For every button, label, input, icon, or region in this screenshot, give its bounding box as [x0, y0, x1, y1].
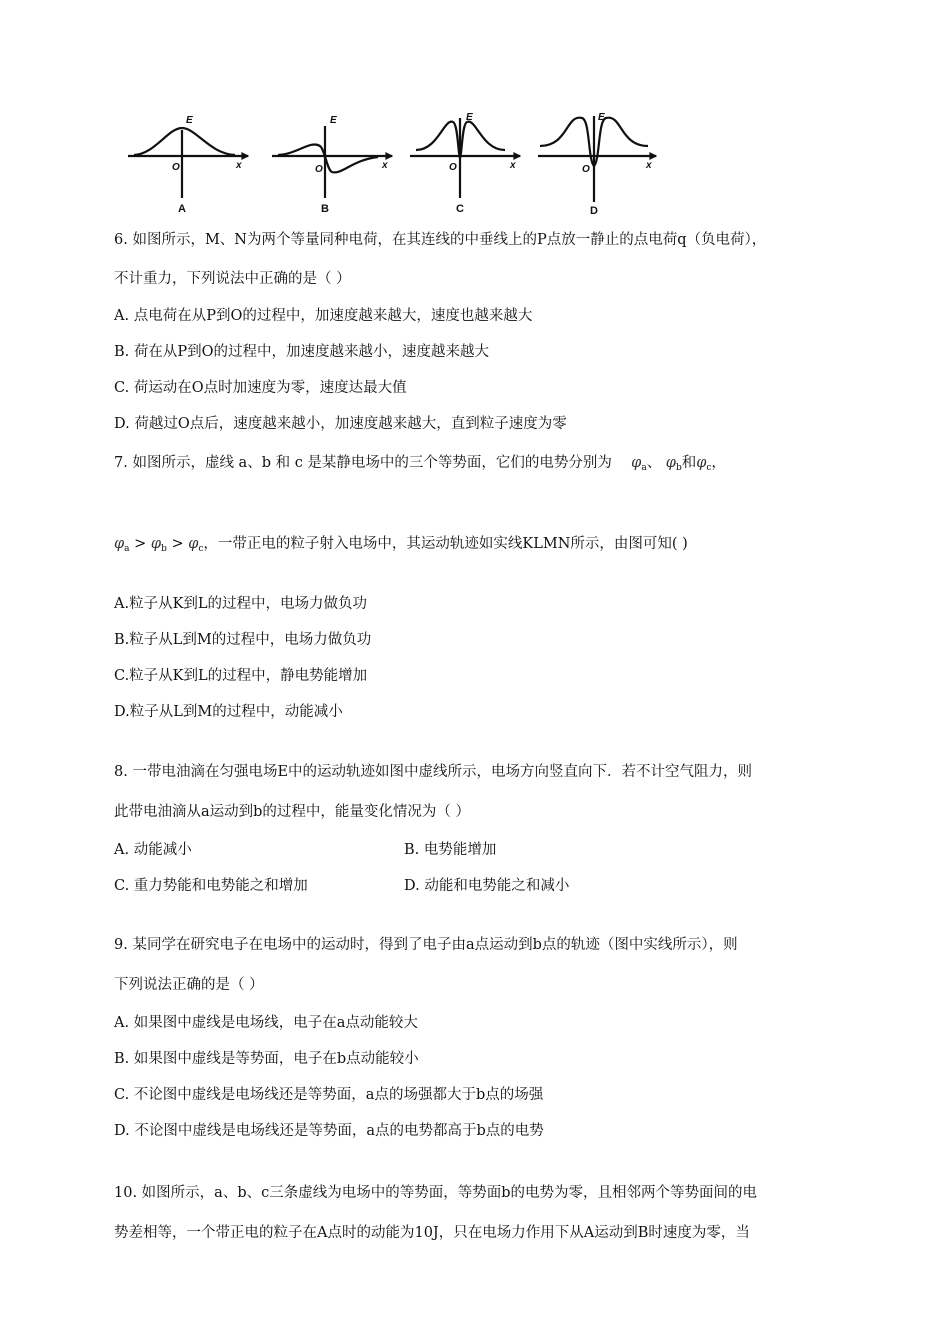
phi-symbol: φ	[150, 536, 162, 552]
q10-stem-line1: 10. 如图所示，a、b、c三条虚线为电场中的等势面，等势面b的电势为零，且相邻两个等势面间的电	[114, 1185, 757, 1201]
q7-option-c: C.粒子从K到L的过程中，静电势能增加	[114, 668, 368, 684]
q10-stem-line2: 势差相等，一个带正电的粒子在A点时的动能为10J，只在电场力作用下从A运动到B时速度为零，当	[114, 1225, 750, 1241]
axis-e-label: E	[466, 112, 473, 123]
q7-stem-line1: 7. 如图所示，虚线 a、b 和 c 是某静电场中的三个等势面，它们的电势分别为 $\varphi_a$、 $\varphi_b$和$\varphi_c$，	[114, 455, 726, 473]
graph-a	[128, 128, 248, 198]
axis-x-label: x	[236, 160, 242, 171]
q6-option-c: C. 荷运动在O点时加速度为零，速度达最大值	[114, 380, 407, 396]
axis-e-label: E	[186, 115, 193, 126]
graph-c	[410, 118, 520, 198]
origin-label: O	[582, 164, 590, 175]
phi-symbol: φ	[114, 536, 125, 552]
q7-option-b: B.粒子从L到M的过程中，电场力做负功	[114, 632, 372, 648]
q7-option-d: D.粒子从L到M的过程中，动能减小	[114, 704, 343, 720]
q6-stem-line1: 6. 如图所示，M、N为两个等量同种电荷，在其连线的中垂线上的P点放一静止的点电荷q（负电荷），	[114, 232, 767, 248]
origin-label: O	[315, 164, 323, 175]
axis-e-label: E	[598, 112, 605, 123]
q6-option-b: B. 荷在从P到O的过程中，加速度越来越小，速度越来越大	[114, 344, 490, 360]
origin-label: O	[449, 162, 457, 173]
q9-option-c: C. 不论图中虚线是电场线还是等势面，a点的场强都大于b点的场强	[114, 1087, 544, 1103]
q6-option-d: D. 荷越过O点后，速度越来越小，加速度越来越大，直到粒子速度为零	[114, 416, 567, 432]
graph-label-c: C	[456, 203, 464, 215]
q9-stem-line1: 9. 某同学在研究电子在电场中的运动时，得到了电子由a点运动到b点的轨迹（图中实线所示），则	[114, 937, 738, 953]
q7-stem-text: 7. 如图所示，虚线 a、b 和 c 是某静电场中的三个等势面，它们的电势分别为	[114, 455, 612, 471]
q8-option-a: A. 动能减小	[114, 842, 192, 858]
axis-e-label: E	[330, 115, 337, 126]
q8-stem-line1: 8. 一带电油滴在匀强电场E中的运动轨迹如图中虚线所示，电场方向竖直向下．若不计空气阻力，则	[114, 764, 753, 780]
q9-stem-line2: 下列说法正确的是（ ）	[114, 977, 264, 993]
graph-b	[272, 126, 392, 198]
q8-stem-line2: 此带电油滴从a运动到b的过程中，能量变化情况为（ ）	[114, 804, 471, 820]
q9-option-a: A. 如果图中虚线是电场线，电子在a点动能较大	[114, 1015, 418, 1031]
graph-d	[538, 116, 656, 202]
graph-label-b: B	[321, 203, 329, 215]
q6-stem-line2: 不计重力，下列说法中正确的是（ ）	[114, 271, 351, 287]
phi-symbol: φ	[188, 536, 199, 552]
q7-stem-line2: $\varphi_a > \varphi_b > \varphi_c$，一带正电的粒子射入电场中，其运动轨迹如实线KLMN所示，由图可知( )	[114, 536, 688, 554]
axis-x-label: x	[510, 160, 516, 171]
q9-option-b: B. 如果图中虚线是等势面，电子在b点动能较小	[114, 1051, 419, 1067]
axis-x-label: x	[382, 160, 388, 171]
q8-option-b: B. 电势能增加	[404, 842, 497, 858]
q7-option-a: A.粒子从K到L的过程中，电场力做负功	[114, 596, 368, 612]
e-x-graphs-figure	[120, 108, 680, 218]
q6-option-a: A. 点电荷在从P到O的过程中，加速度越来越大，速度也越来越大	[114, 308, 533, 324]
q9-option-d: D. 不论图中虚线是电场线还是等势面，a点的电势都高于b点的电势	[114, 1123, 544, 1139]
q8-option-c: C. 重力势能和电势能之和增加	[114, 878, 308, 894]
axis-x-label: x	[646, 160, 652, 171]
q8-option-d: D. 动能和电势能之和减小	[404, 878, 570, 894]
graph-label-a: A	[178, 203, 186, 215]
phi-symbol: φ	[696, 455, 707, 471]
graph-label-d: D	[590, 205, 598, 217]
phi-symbol: φ	[665, 455, 676, 471]
phi-symbol: φ	[631, 455, 642, 471]
origin-label: O	[172, 162, 180, 173]
